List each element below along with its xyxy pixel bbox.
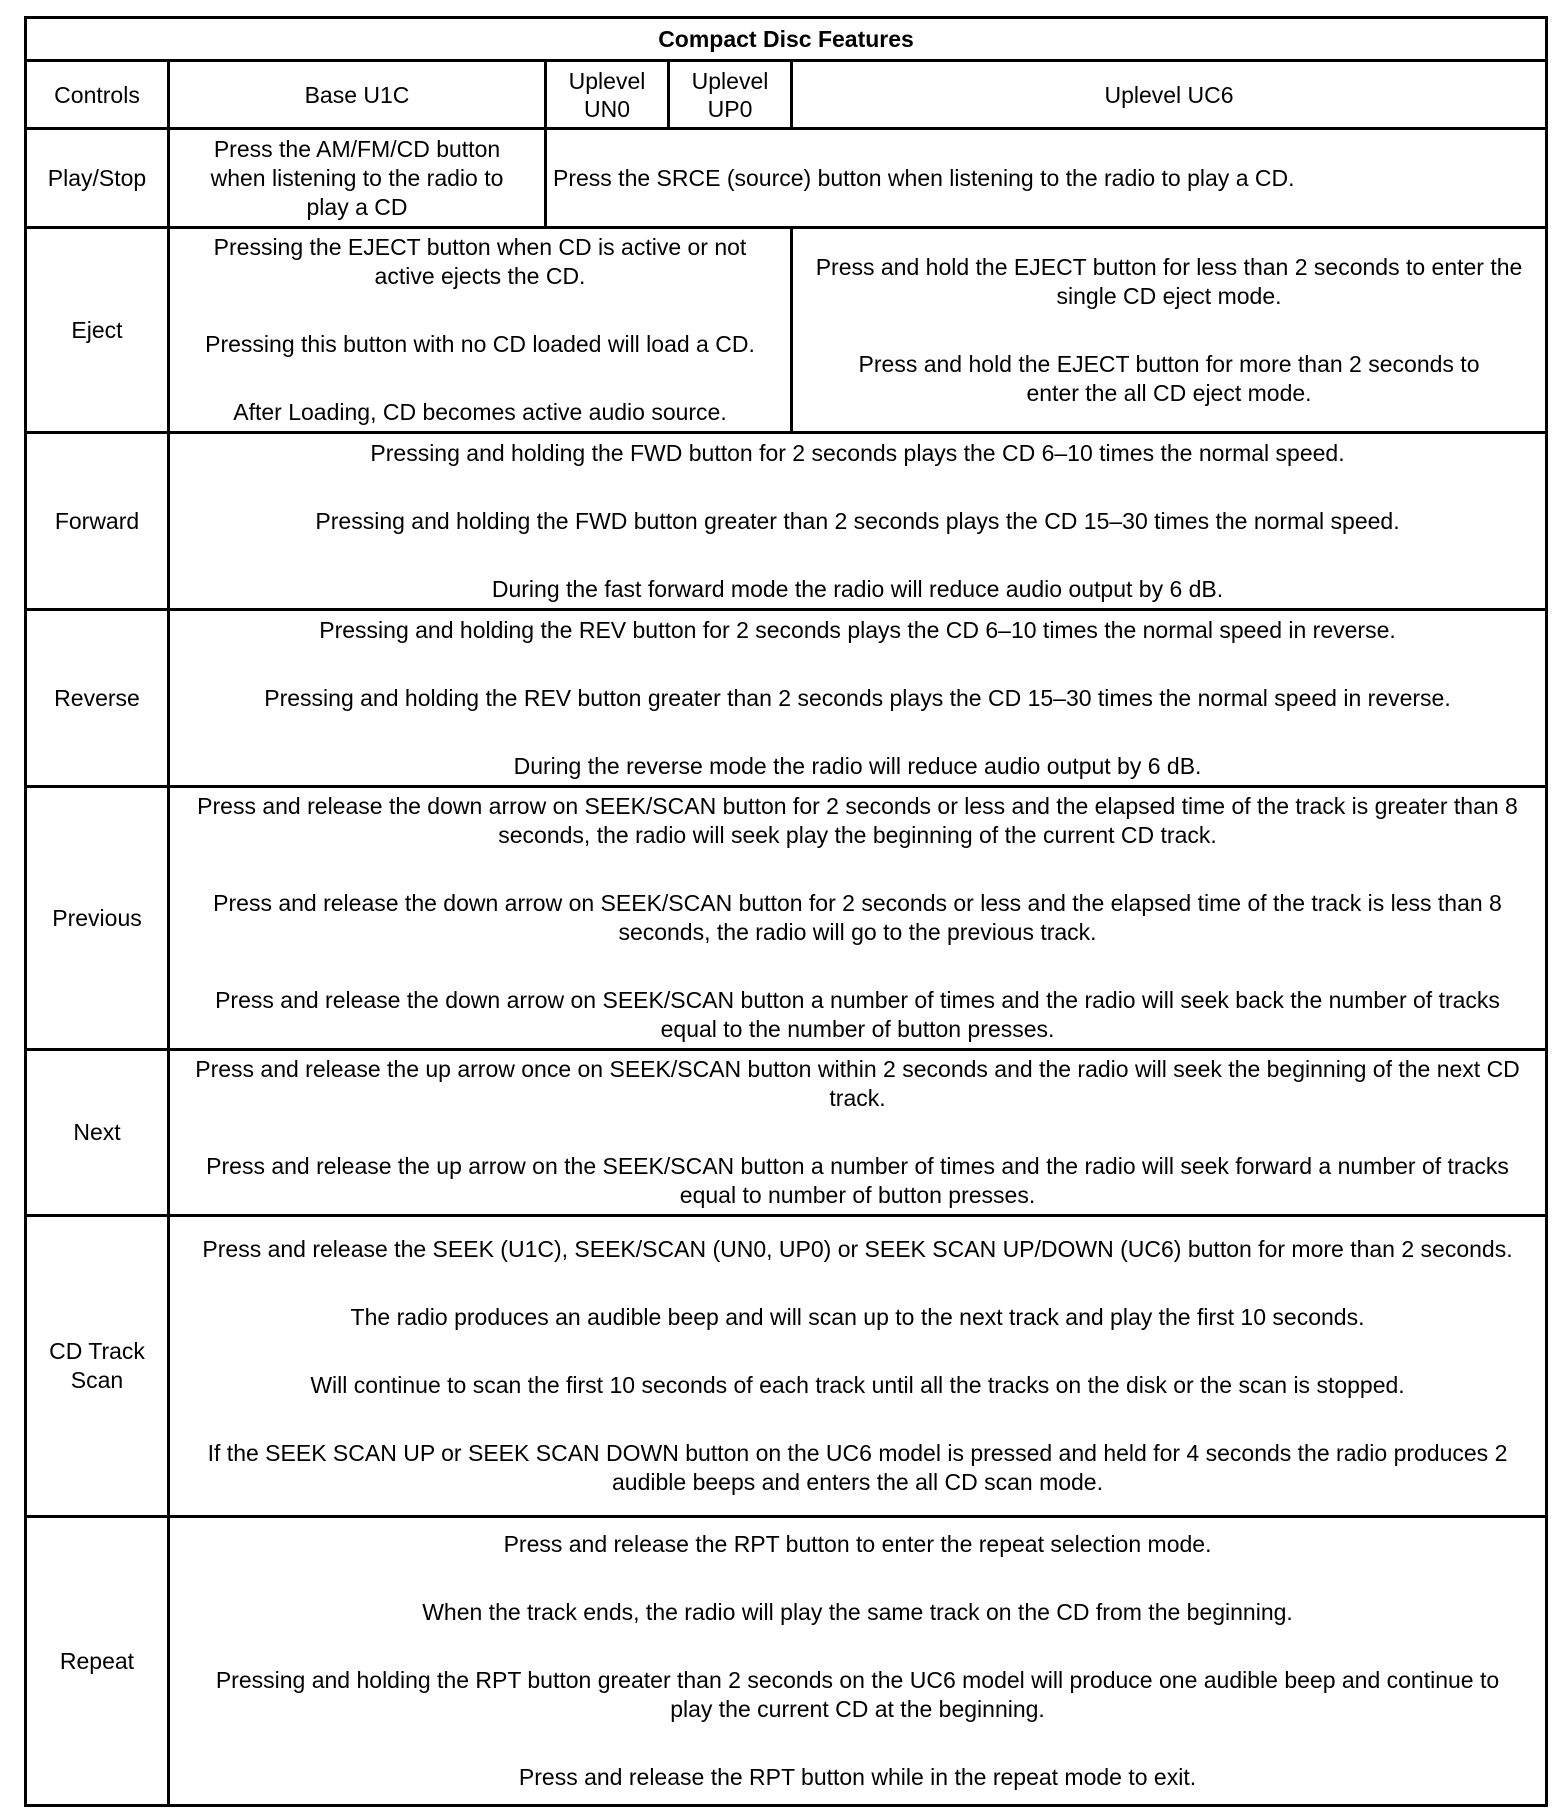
header-row [26, 61, 1547, 129]
table-row [26, 433, 1547, 610]
compact-disc-features-table [24, 16, 1548, 1807]
repeat-text-cell [169, 1517, 1547, 1806]
play-stop-base-text: Press the AM/FM/CD button when listening to the radio to play a CD [169, 129, 546, 228]
document-page [24, 16, 1545, 1807]
next-para-1: Press and release the up arrow once on SEEK/SCAN button within 2 seconds and the radio will seek the beginning of the next CD track. [195, 1056, 1520, 1111]
repeat-para-2: When the track ends, the radio will play the same track on the CD from the beginning. [422, 1599, 1293, 1625]
row-label-reverse: Reverse [26, 610, 169, 787]
row-label-forward: Forward [26, 433, 169, 610]
header-uplevel-un0 [546, 61, 669, 129]
header-uplevel-up0 [669, 61, 792, 129]
reverse-para-3: During the reverse mode the radio will reduce audio output by 6 dB. [513, 752, 1202, 779]
previous-para-3: Press and release the down arrow on SEEK/SCAN button a number of times and the radio will seek back the number of tracks equal to the number of button presses. [215, 987, 1500, 1042]
row-label-cd-track-scan [26, 1216, 169, 1517]
table-title-row [26, 18, 1547, 61]
header-up0-line2: UP0 [707, 95, 753, 122]
next-text-cell [169, 1050, 1547, 1216]
scan-para-4: If the SEEK SCAN UP or SEEK SCAN DOWN button on the UC6 model is pressed and held for 4 seconds the radio produces 2 audible beeps and enters the all CD scan mode. [207, 1440, 1508, 1495]
forward-para-3: During the fast forward mode the radio will reduce audio output by 6 dB. [491, 575, 1224, 602]
row-label-next: Next [26, 1050, 169, 1216]
row-label-eject: Eject [26, 228, 169, 433]
header-up0-line1: Uplevel [691, 67, 769, 94]
row-label-play-stop: Play/Stop [26, 129, 169, 228]
next-para-2: Press and release the up arrow on the SEEK/SCAN button a number of times and the radio will seek forward a number of tracks equal to number of button presses. [206, 1153, 1509, 1208]
table-row [26, 129, 1547, 228]
eject-base-para-3: After Loading, CD becomes active audio source. [233, 399, 727, 425]
table-row [26, 1050, 1547, 1216]
eject-uc6-para-1: Press and hold the EJECT button for less than 2 seconds to enter the single CD eject mode. [815, 253, 1523, 309]
eject-base-para-2: Pressing this button with no CD loaded will load a CD. [205, 331, 755, 357]
table-row [26, 1216, 1547, 1517]
scan-text-cell [169, 1216, 1547, 1517]
reverse-para-2: Pressing and holding the REV button greater than 2 seconds plays the CD 15–30 times the normal speed in reverse. [264, 684, 1451, 711]
eject-base-para-1: Pressing the EJECT button when CD is active or not active ejects the CD. [213, 234, 747, 289]
repeat-para-1: Press and release the RPT button to enter the repeat selection mode. [503, 1531, 1212, 1557]
play-stop-uplevel-text: Press the SRCE (source) button when listening to the radio to play a CD. [546, 129, 1547, 228]
forward-para-2: Pressing and holding the FWD button greater than 2 seconds plays the CD 15–30 times the normal speed. [315, 507, 1400, 534]
eject-base-un0-up0-cell [169, 228, 792, 433]
scan-para-2: The radio produces an audible beep and will scan up to the next track and play the first 10 seconds. [350, 1304, 1365, 1330]
forward-para-1: Pressing and holding the FWD button for 2 seconds plays the CD 6–10 times the normal speed. [370, 439, 1345, 466]
previous-text-cell [169, 787, 1547, 1050]
scan-para-3: Will continue to scan the first 10 seconds of each track until all the tracks on the disk or the scan is stopped. [310, 1372, 1405, 1398]
eject-uc6-cell [792, 228, 1547, 433]
header-un0-line1: Uplevel [568, 67, 646, 94]
scan-label-line1: CD Track [49, 1338, 145, 1364]
previous-para-2: Press and release the down arrow on SEEK/SCAN button for 2 seconds or less and the elapsed time of the track is less than 8 seconds, the radio will go to the previous track. [213, 890, 1502, 945]
repeat-para-3: Pressing and holding the RPT button greater than 2 seconds on the UC6 model will produce one audible beep and continue to play the current CD at the beginning. [215, 1667, 1500, 1722]
row-label-repeat: Repeat [26, 1517, 169, 1806]
header-uplevel-uc6: Uplevel UC6 [792, 61, 1547, 129]
table-row [26, 1517, 1547, 1806]
header-base-u1c: Base U1C [169, 61, 546, 129]
eject-uc6-para-2: Press and hold the EJECT button for more than 2 seconds to enter the all CD eject mode. [858, 350, 1480, 406]
scan-label-line2: Scan [70, 1367, 124, 1393]
previous-para-1: Press and release the down arrow on SEEK/SCAN button for 2 seconds or less and the elapsed time of the track is greater than 8 seconds, the radio will seek play the beginning of the current CD track. [197, 793, 1518, 848]
table-row [26, 228, 1547, 433]
row-label-previous: Previous [26, 787, 169, 1050]
reverse-text-cell [169, 610, 1547, 787]
header-un0-line2: UN0 [583, 95, 630, 122]
table-row [26, 787, 1547, 1050]
scan-para-1: Press and release the SEEK (U1C), SEEK/SCAN (UN0, UP0) or SEEK SCAN UP/DOWN (UC6) button for more than 2 seconds. [202, 1236, 1513, 1262]
reverse-para-1: Pressing and holding the REV button for 2 seconds plays the CD 6–10 times the normal speed in reverse. [319, 616, 1396, 643]
repeat-para-4: Press and release the RPT button while in the repeat mode to exit. [518, 1764, 1197, 1790]
table-title: Compact Disc Features [26, 18, 1547, 61]
forward-text-cell [169, 433, 1547, 610]
header-controls: Controls [26, 61, 169, 129]
table-row [26, 610, 1547, 787]
